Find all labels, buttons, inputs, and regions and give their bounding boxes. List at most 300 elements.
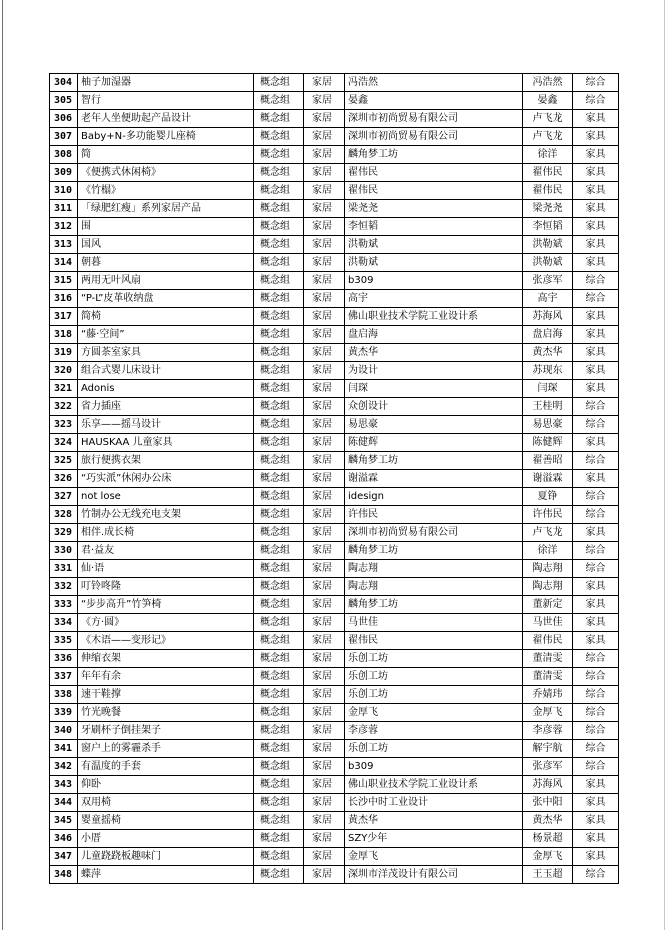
entry-category: 家居 <box>304 146 345 164</box>
entry-organization: 乐创工坊 <box>345 740 523 758</box>
entry-title: 仰卧 <box>78 776 254 794</box>
entry-contact: 苏海风 <box>523 308 573 326</box>
entry-type: 家具 <box>573 578 619 596</box>
table-row <box>50 740 619 758</box>
entry-number: 305 <box>50 92 78 110</box>
entry-number: 334 <box>50 614 78 632</box>
entry-category: 家居 <box>304 110 345 128</box>
entry-type: 家具 <box>573 614 619 632</box>
table-row <box>50 74 619 92</box>
entry-number: 308 <box>50 146 78 164</box>
entry-category: 家居 <box>304 470 345 488</box>
entry-title: 「绿肥红瘦」系列家居产品 <box>78 200 254 218</box>
entry-category: 家居 <box>304 740 345 758</box>
entry-contact: 黄杰华 <box>523 344 573 362</box>
entry-type: 综合 <box>573 74 619 92</box>
entry-contact: 董新定 <box>523 596 573 614</box>
entry-category: 家居 <box>304 686 345 704</box>
entry-title: 柚子加湿器 <box>78 74 254 92</box>
entry-organization: 翟伟民 <box>345 164 523 182</box>
entry-type: 家具 <box>573 200 619 218</box>
entry-category: 家居 <box>304 488 345 506</box>
entry-group: 概念组 <box>254 164 304 182</box>
entry-category: 家居 <box>304 200 345 218</box>
entry-type: 综合 <box>573 686 619 704</box>
entry-contact: 翟伟民 <box>523 182 573 200</box>
entry-organization: 为设计 <box>345 362 523 380</box>
entry-number: 346 <box>50 830 78 848</box>
entry-group: 概念组 <box>254 668 304 686</box>
entry-group: 概念组 <box>254 686 304 704</box>
entry-title: 智行 <box>78 92 254 110</box>
entry-number: 325 <box>50 452 78 470</box>
entry-organization: 洪勒斌 <box>345 236 523 254</box>
entry-title: 有温度的手套 <box>78 758 254 776</box>
table-row <box>50 848 619 866</box>
entry-title: 两用无叶风扇 <box>78 272 254 290</box>
entry-title: 《方·圆》 <box>78 614 254 632</box>
entry-category: 家居 <box>304 416 345 434</box>
entry-contact: 金厚飞 <box>523 848 573 866</box>
entry-contact: 苏现东 <box>523 362 573 380</box>
entry-organization: 翟伟民 <box>345 632 523 650</box>
table-row <box>50 272 619 290</box>
entry-organization: 麟角梦工坊 <box>345 542 523 560</box>
entry-category: 家居 <box>304 218 345 236</box>
entry-organization: 李恒韬 <box>345 218 523 236</box>
entry-contact: 翟善昭 <box>523 452 573 470</box>
entry-type: 家具 <box>573 776 619 794</box>
entry-type: 综合 <box>573 722 619 740</box>
entry-group: 概念组 <box>254 704 304 722</box>
entry-number: 330 <box>50 542 78 560</box>
table-row <box>50 452 619 470</box>
entry-type: 综合 <box>573 866 619 884</box>
table-row <box>50 254 619 272</box>
entry-number: 323 <box>50 416 78 434</box>
entry-organization: 金厚飞 <box>345 704 523 722</box>
entry-category: 家居 <box>304 830 345 848</box>
entry-category: 家居 <box>304 848 345 866</box>
entry-type: 家具 <box>573 794 619 812</box>
entry-category: 家居 <box>304 182 345 200</box>
entry-organization: 深圳市洋茂设计有限公司 <box>345 866 523 884</box>
entry-title: 速干鞋撑 <box>78 686 254 704</box>
entry-group: 概念组 <box>254 812 304 830</box>
table-row <box>50 488 619 506</box>
entry-type: 综合 <box>573 542 619 560</box>
entry-group: 概念组 <box>254 272 304 290</box>
entry-group: 概念组 <box>254 794 304 812</box>
table-row <box>50 128 619 146</box>
entry-organization: 洪勒斌 <box>345 254 523 272</box>
entry-category: 家居 <box>304 758 345 776</box>
entry-group: 概念组 <box>254 866 304 884</box>
table-row <box>50 146 619 164</box>
entry-contact: 晏鑫 <box>523 92 573 110</box>
entry-number: 310 <box>50 182 78 200</box>
entry-type: 家具 <box>573 164 619 182</box>
entry-type: 综合 <box>573 758 619 776</box>
entry-organization: 乐创工坊 <box>345 650 523 668</box>
entry-group: 概念组 <box>254 758 304 776</box>
entry-type: 综合 <box>573 92 619 110</box>
entry-group: 概念组 <box>254 848 304 866</box>
entry-title: 叮铃咚隆 <box>78 578 254 596</box>
entry-organization: 易思豪 <box>345 416 523 434</box>
entry-number: 313 <box>50 236 78 254</box>
entry-type: 综合 <box>573 704 619 722</box>
entry-contact: 苏海风 <box>523 776 573 794</box>
table-row <box>50 794 619 812</box>
entry-organization: 谢溢霖 <box>345 470 523 488</box>
entry-contact: 陈健辉 <box>523 434 573 452</box>
entry-contact: 马世佳 <box>523 614 573 632</box>
entry-group: 概念组 <box>254 74 304 92</box>
entry-group: 概念组 <box>254 146 304 164</box>
table-row <box>50 506 619 524</box>
entry-contact: 李彦蓉 <box>523 722 573 740</box>
entry-category: 家居 <box>304 542 345 560</box>
entry-contact: 谢溢霖 <box>523 470 573 488</box>
entry-type: 家具 <box>573 524 619 542</box>
entry-category: 家居 <box>304 722 345 740</box>
entry-type: 家具 <box>573 236 619 254</box>
page-edge-left <box>2 0 3 930</box>
entry-number: 344 <box>50 794 78 812</box>
entry-group: 概念组 <box>254 578 304 596</box>
entry-title: 《便携式休闲椅》 <box>78 164 254 182</box>
entry-type: 家具 <box>573 380 619 398</box>
entry-number: 324 <box>50 434 78 452</box>
entry-contact: 卢飞龙 <box>523 110 573 128</box>
entry-number: 317 <box>50 308 78 326</box>
entry-type: 家具 <box>573 128 619 146</box>
entry-contact: 高宇 <box>523 290 573 308</box>
entry-title: 朝暮 <box>78 254 254 272</box>
entry-group: 概念组 <box>254 524 304 542</box>
entry-organization: b309 <box>345 272 523 290</box>
entry-contact: 翟伟民 <box>523 164 573 182</box>
entry-contact: 翟伟民 <box>523 632 573 650</box>
entry-organization: 乐创工坊 <box>345 686 523 704</box>
entry-title: 伸缩衣架 <box>78 650 254 668</box>
entry-type: 家具 <box>573 308 619 326</box>
entry-contact: 张彦军 <box>523 272 573 290</box>
entry-number: 332 <box>50 578 78 596</box>
entry-organization: idesign <box>345 488 523 506</box>
entry-organization: 乐创工坊 <box>345 668 523 686</box>
entry-number: 338 <box>50 686 78 704</box>
entry-group: 概念组 <box>254 740 304 758</box>
entry-group: 概念组 <box>254 452 304 470</box>
table-row <box>50 398 619 416</box>
entry-category: 家居 <box>304 704 345 722</box>
entry-number: 315 <box>50 272 78 290</box>
entry-title: 乐享——摇马设计 <box>78 416 254 434</box>
entry-type: 家具 <box>573 830 619 848</box>
entry-type: 家具 <box>573 146 619 164</box>
entry-type: 家具 <box>573 344 619 362</box>
table-row <box>50 470 619 488</box>
entry-category: 家居 <box>304 776 345 794</box>
entry-type: 综合 <box>573 740 619 758</box>
entry-organization: 盘启海 <box>345 326 523 344</box>
entry-title: 老年人坐便助起产品设计 <box>78 110 254 128</box>
entry-number: 318 <box>50 326 78 344</box>
entry-group: 概念组 <box>254 92 304 110</box>
entry-number: 331 <box>50 560 78 578</box>
entry-organization: 黄杰华 <box>345 812 523 830</box>
entry-title: 国风 <box>78 236 254 254</box>
page-edge-right <box>664 0 665 930</box>
entry-organization: 麟角梦工坊 <box>345 596 523 614</box>
entry-contact: 洪勒斌 <box>523 254 573 272</box>
entry-title: 窗户上的雾霾杀手 <box>78 740 254 758</box>
entry-organization: 高宇 <box>345 290 523 308</box>
entry-category: 家居 <box>304 74 345 92</box>
entry-type: 家具 <box>573 632 619 650</box>
entry-number: 321 <box>50 380 78 398</box>
entry-group: 概念组 <box>254 506 304 524</box>
entry-contact: 梁尧尧 <box>523 200 573 218</box>
entry-title: not lose <box>78 488 254 506</box>
entry-category: 家居 <box>304 380 345 398</box>
entry-organization: 陶志翔 <box>345 578 523 596</box>
entry-organization: 金厚飞 <box>345 848 523 866</box>
entry-group: 概念组 <box>254 362 304 380</box>
entry-number: 307 <box>50 128 78 146</box>
entry-number: 341 <box>50 740 78 758</box>
entry-title: 《竹榻》 <box>78 182 254 200</box>
table-row <box>50 632 619 650</box>
table-row <box>50 524 619 542</box>
entry-title: 简椅 <box>78 308 254 326</box>
entry-group: 概念组 <box>254 434 304 452</box>
entry-contact: 李恒韬 <box>523 218 573 236</box>
entry-group: 概念组 <box>254 128 304 146</box>
entry-number: 339 <box>50 704 78 722</box>
entry-number: 312 <box>50 218 78 236</box>
entry-group: 概念组 <box>254 614 304 632</box>
table-row <box>50 92 619 110</box>
entry-organization: 闫琛 <box>345 380 523 398</box>
entry-group: 概念组 <box>254 470 304 488</box>
entry-contact: 洪勒斌 <box>523 236 573 254</box>
entry-organization: 佛山职业技术学院工业设计系 <box>345 308 523 326</box>
entry-contact: 金厚飞 <box>523 704 573 722</box>
entry-group: 概念组 <box>254 542 304 560</box>
entry-category: 家居 <box>304 866 345 884</box>
entry-category: 家居 <box>304 236 345 254</box>
table-row <box>50 758 619 776</box>
entry-number: 314 <box>50 254 78 272</box>
entry-group: 概念组 <box>254 830 304 848</box>
table-row <box>50 812 619 830</box>
entry-type: 家具 <box>573 812 619 830</box>
table-row <box>50 308 619 326</box>
entry-organization: 黄杰华 <box>345 344 523 362</box>
entry-category: 家居 <box>304 560 345 578</box>
entry-type: 家具 <box>573 326 619 344</box>
entry-title: 相伴.成长椅 <box>78 524 254 542</box>
entry-number: 320 <box>50 362 78 380</box>
entry-title: 简 <box>78 146 254 164</box>
entry-category: 家居 <box>304 344 345 362</box>
entry-contact: 冯浩然 <box>523 74 573 92</box>
entry-number: 304 <box>50 74 78 92</box>
entry-group: 概念组 <box>254 398 304 416</box>
table-row <box>50 434 619 452</box>
entry-category: 家居 <box>304 434 345 452</box>
entry-title: 小厝 <box>78 830 254 848</box>
entry-group: 概念组 <box>254 236 304 254</box>
entry-contact: 董清雯 <box>523 650 573 668</box>
entry-organization: 深圳市初尚贸易有限公司 <box>345 128 523 146</box>
entry-contact: 王桂明 <box>523 398 573 416</box>
entry-contact: 王玉超 <box>523 866 573 884</box>
entry-group: 概念组 <box>254 308 304 326</box>
entry-category: 家居 <box>304 164 345 182</box>
entry-organization: 麟角梦工坊 <box>345 452 523 470</box>
entry-organization: 李彦蓉 <box>345 722 523 740</box>
entry-number: 311 <box>50 200 78 218</box>
entry-title: 牙刷杯子倒挂架子 <box>78 722 254 740</box>
entry-title: 竹光晚餐 <box>78 704 254 722</box>
entry-organization: 翟伟民 <box>345 182 523 200</box>
entry-category: 家居 <box>304 506 345 524</box>
entry-category: 家居 <box>304 452 345 470</box>
entry-category: 家居 <box>304 362 345 380</box>
entry-organization: 冯浩然 <box>345 74 523 92</box>
entry-number: 328 <box>50 506 78 524</box>
entry-contact: 闫琛 <box>523 380 573 398</box>
entry-group: 概念组 <box>254 344 304 362</box>
entry-number: 306 <box>50 110 78 128</box>
entry-contact: 陶志翔 <box>523 560 573 578</box>
entry-title: 组合式婴儿床设计 <box>78 362 254 380</box>
table-row <box>50 200 619 218</box>
entry-number: 345 <box>50 812 78 830</box>
entry-title: 婴童摇椅 <box>78 812 254 830</box>
entry-category: 家居 <box>304 668 345 686</box>
table-row <box>50 578 619 596</box>
table-row <box>50 596 619 614</box>
table-row <box>50 542 619 560</box>
entry-contact: 陶志翔 <box>523 578 573 596</box>
entry-title: 年年有余 <box>78 668 254 686</box>
entry-contact: 解宇航 <box>523 740 573 758</box>
entry-group: 概念组 <box>254 776 304 794</box>
entry-organization: 陶志翔 <box>345 560 523 578</box>
entry-group: 概念组 <box>254 182 304 200</box>
entry-contact: 张中阳 <box>523 794 573 812</box>
entry-group: 概念组 <box>254 218 304 236</box>
entry-number: 309 <box>50 164 78 182</box>
entry-category: 家居 <box>304 308 345 326</box>
entry-number: 347 <box>50 848 78 866</box>
entry-number: 322 <box>50 398 78 416</box>
entry-number: 337 <box>50 668 78 686</box>
entry-title: 仙·语 <box>78 560 254 578</box>
entry-number: 327 <box>50 488 78 506</box>
entry-category: 家居 <box>304 794 345 812</box>
entry-table <box>49 73 619 884</box>
entry-group: 概念组 <box>254 632 304 650</box>
entry-category: 家居 <box>304 92 345 110</box>
entry-organization: 陈健辉 <box>345 434 523 452</box>
entry-title: “步步高升”竹笋椅 <box>78 596 254 614</box>
entry-category: 家居 <box>304 614 345 632</box>
entry-organization: 长沙中时工业设计 <box>345 794 523 812</box>
table-row <box>50 164 619 182</box>
entry-table-body <box>50 74 619 884</box>
entry-group: 概念组 <box>254 290 304 308</box>
entry-type: 家具 <box>573 254 619 272</box>
entry-category: 家居 <box>304 398 345 416</box>
table-row <box>50 866 619 884</box>
table-row <box>50 668 619 686</box>
entry-organization: 佛山职业技术学院工业设计系 <box>345 776 523 794</box>
entry-category: 家居 <box>304 290 345 308</box>
entry-organization: 众创设计 <box>345 398 523 416</box>
entry-number: 335 <box>50 632 78 650</box>
entry-type: 综合 <box>573 290 619 308</box>
entry-organization: 麟角梦工坊 <box>345 146 523 164</box>
entry-type: 综合 <box>573 452 619 470</box>
entry-title: 方圆茶室家具 <box>78 344 254 362</box>
entry-number: 319 <box>50 344 78 362</box>
entry-group: 概念组 <box>254 596 304 614</box>
entry-group: 概念组 <box>254 380 304 398</box>
entry-category: 家居 <box>304 596 345 614</box>
entry-contact: 徐洋 <box>523 146 573 164</box>
entry-type: 家具 <box>573 848 619 866</box>
entry-title: “巧实派”休闲办公床 <box>78 470 254 488</box>
entry-contact: 卢飞龙 <box>523 128 573 146</box>
entry-contact: 许伟民 <box>523 506 573 524</box>
entry-organization: SZY少年 <box>345 830 523 848</box>
entry-number: 329 <box>50 524 78 542</box>
entry-group: 概念组 <box>254 110 304 128</box>
entry-title: 竹制办公无线充电支架 <box>78 506 254 524</box>
table-row <box>50 236 619 254</box>
entry-organization: b309 <box>345 758 523 776</box>
table-row <box>50 776 619 794</box>
table-row <box>50 362 619 380</box>
entry-type: 综合 <box>573 488 619 506</box>
entry-number: 326 <box>50 470 78 488</box>
entry-title: “P-L”皮革收纳盘 <box>78 290 254 308</box>
entry-number: 336 <box>50 650 78 668</box>
entry-group: 概念组 <box>254 650 304 668</box>
entry-type: 综合 <box>573 506 619 524</box>
entry-title: HAUSKAA 儿童家具 <box>78 434 254 452</box>
entry-organization: 深圳市初尚贸易有限公司 <box>345 110 523 128</box>
entry-title: 围 <box>78 218 254 236</box>
table-row <box>50 686 619 704</box>
entry-contact: 易思豪 <box>523 416 573 434</box>
entry-type: 家具 <box>573 470 619 488</box>
table-row <box>50 344 619 362</box>
entry-category: 家居 <box>304 272 345 290</box>
table-row <box>50 650 619 668</box>
table-row <box>50 560 619 578</box>
table-row <box>50 830 619 848</box>
entry-group: 概念组 <box>254 560 304 578</box>
table-row <box>50 218 619 236</box>
entry-category: 家居 <box>304 254 345 272</box>
